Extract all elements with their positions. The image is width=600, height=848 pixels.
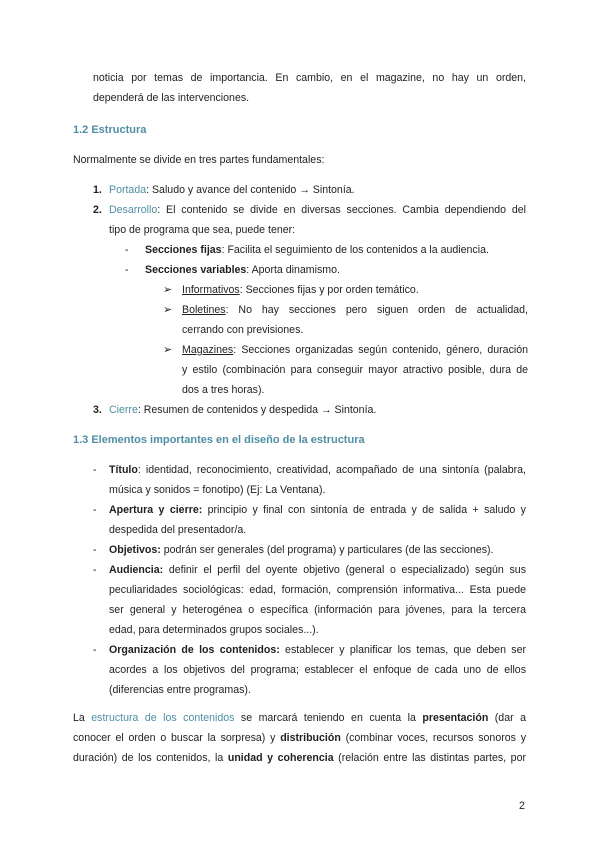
text-run: (dar a: [488, 712, 527, 724]
item-label: Audiencia:: [109, 564, 164, 576]
subsub-label: Boletines: [182, 304, 226, 316]
arrow-bullet-icon: ➢: [163, 284, 173, 296]
section-heading-1-3: 1.3 Elementos importantes en el diseño de la estructura: [73, 434, 365, 446]
item-text-cont: edad, para determinados grupos sociales...).: [109, 624, 319, 636]
arrow-bullet-icon: ➢: [163, 344, 173, 356]
subsub-text-cont: cerrando con previsiones.: [182, 324, 304, 336]
text-run: conocer el orden o buscar la sorpresa) y: [73, 732, 281, 744]
item-text-cont: acordes a los objetivos del programa; establecer el enfoque de cada uno de ellos: [109, 664, 526, 676]
item-text-cont: música y sonidos = fonotipo) (Ej: La Ventana).: [109, 484, 326, 496]
dash-bullet: -: [93, 544, 97, 556]
list-text-cont: tipo de programa que sea, puede tener:: [109, 224, 296, 236]
list-number: 3.: [93, 404, 102, 416]
dash-bullet: -: [93, 464, 97, 476]
dash-bullet: -: [125, 264, 129, 276]
subsub-text-cont: dos a tres horas).: [182, 384, 265, 396]
item-text-cont: ser general y heterogénea o específica (información para jóvenes, para la tercera: [109, 604, 526, 616]
sub-label: Secciones variables: [145, 264, 247, 276]
list-label: Cierre: [109, 404, 138, 416]
list-text: : Saludo y avance del contenido → Sintonía.: [146, 184, 355, 196]
list-item: [93, 500, 526, 540]
section-heading-1-2: 1.2 Estructura: [73, 124, 147, 136]
closing-line-1: [73, 708, 526, 728]
sub-text: : Aporta dinamismo.: [246, 264, 340, 276]
closing-line-2: [73, 728, 526, 748]
list-item: [93, 640, 526, 700]
item-text: principio y final con sintonía de entrada y de salida + saludo y: [202, 504, 526, 516]
item-text-cont: despedida del presentador/a.: [109, 524, 247, 536]
bold-run: presentación: [422, 712, 489, 724]
text-run: duración) de los contenidos, la: [73, 752, 228, 764]
list-label: Desarrollo: [109, 204, 158, 216]
dash-bullet: -: [125, 244, 129, 256]
text-run: (combinar voces, recursos sonoros y: [340, 732, 526, 744]
subsub-label: Informativos: [182, 284, 240, 296]
dash-bullet: -: [93, 644, 97, 656]
subsub-item: [163, 340, 528, 400]
list-item: [93, 200, 533, 240]
text-run: La: [73, 712, 92, 724]
arrow-bullet-icon: ➢: [163, 304, 173, 316]
sub-label: Secciones fijas: [145, 244, 222, 256]
list-item: [93, 560, 526, 640]
subsub-text: : No hay secciones pero siguen orden de actualidad,: [225, 304, 528, 316]
item-text-cont: peculiaridades sociológicas: edad, formación, comprensión informativa... Esta puede: [109, 584, 526, 596]
intro-line-2: dependerá de las intervenciones.: [93, 92, 250, 104]
item-label: Objetivos:: [109, 544, 161, 556]
subsub-text: : Secciones organizadas según contenido, género, duración: [233, 344, 528, 356]
item-text: definir el perfil del oyente objetivo (general o especializado) según sus: [163, 564, 526, 576]
intro-line-1: noticia por temas de importancia. En cambio, en el magazine, no hay un orden,: [93, 72, 526, 84]
section-1-2-intro: Normalmente se divide en tres partes fundamentales:: [73, 154, 325, 166]
sub-text: : Facilita el seguimiento de los contenidos a la audiencia.: [221, 244, 489, 256]
list-text: : El contenido se divide en diversas secciones. Cambia dependiendo del: [157, 204, 526, 216]
subsub-label: Magazines: [182, 344, 234, 356]
subsub-item: [163, 300, 528, 340]
dash-bullet: -: [93, 564, 97, 576]
item-text: podrán ser generales (del programa) y particulares (de las secciones).: [160, 544, 494, 556]
text-run: (relación entre las distintas partes, por: [333, 752, 526, 764]
list-item: [93, 460, 526, 500]
page-number: 2: [519, 800, 525, 812]
list-number: 1.: [93, 184, 102, 196]
item-label: Título: [109, 464, 138, 476]
bold-run: distribución: [280, 732, 341, 744]
subsub-text: : Secciones fijas y por orden temático.: [239, 284, 419, 296]
item-text-cont: (diferencias entre programas).: [109, 684, 251, 696]
dash-bullet: -: [93, 504, 97, 516]
list-number: 2.: [93, 204, 102, 216]
list-label: Portada: [109, 184, 147, 196]
item-label: Organización de los contenidos:: [109, 644, 280, 656]
subsub-text-cont: y estilo (combinación para conseguir mayor atractivo posible, dura de: [182, 364, 528, 376]
highlight-run: estructura de los contenidos: [91, 712, 235, 724]
list-text: : Resumen de contenidos y despedida → Sintonía.: [137, 404, 377, 416]
bold-run: unidad y coherencia: [227, 752, 334, 764]
item-label: Apertura y cierre:: [109, 504, 203, 516]
item-text: : identidad, reconocimiento, creatividad, acompañado de una sintonía (palabra,: [137, 464, 526, 476]
closing-line-3: [73, 748, 526, 768]
text-run: se marcará teniendo en cuenta la: [234, 712, 423, 724]
item-text: establecer y planificar los temas, que deben ser: [279, 644, 526, 656]
